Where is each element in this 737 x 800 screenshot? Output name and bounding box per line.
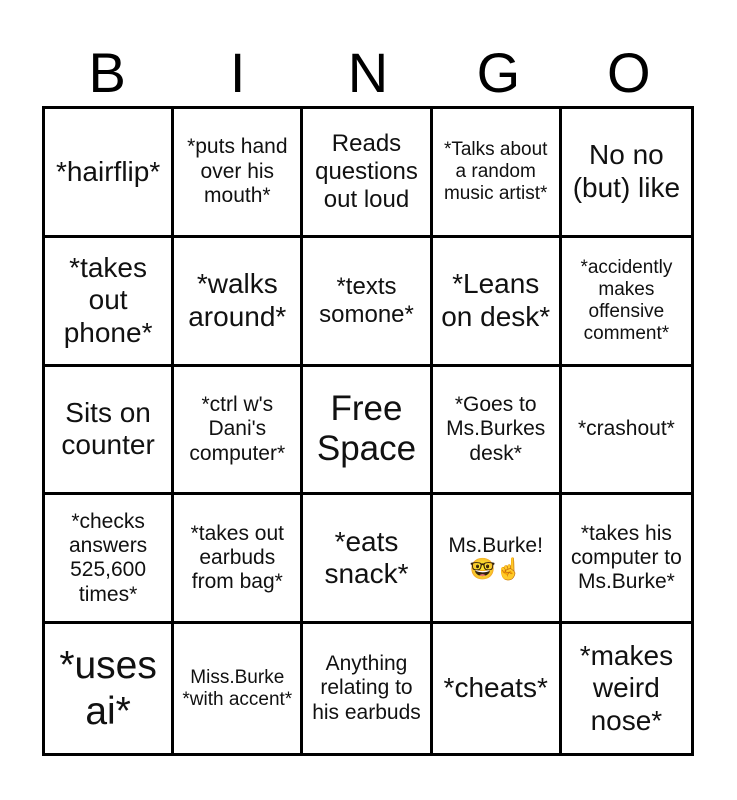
bingo-header — [42, 40, 694, 106]
header-letter-b: B — [88, 41, 126, 104]
bingo-cell-text: *checks answers 525,600 times* — [68, 509, 148, 606]
bingo-cell-text: *hairflip* — [55, 155, 161, 187]
bingo-cell[interactable] — [433, 238, 562, 367]
bingo-cell-text: Ms.Burke! 🤓☝️ — [448, 533, 543, 582]
bingo-cell-text: *Leans on desk* — [441, 268, 551, 332]
bingo-cell[interactable] — [174, 495, 303, 624]
bingo-cell[interactable] — [45, 367, 174, 496]
bingo-cell[interactable] — [433, 624, 562, 753]
bingo-cell[interactable] — [174, 624, 303, 753]
bingo-cell[interactable] — [174, 109, 303, 238]
bingo-cell[interactable] — [433, 367, 562, 496]
bingo-cell[interactable] — [562, 238, 691, 367]
bingo-cell[interactable] — [45, 109, 174, 238]
bingo-cell-text: *accidently makes offensive comment* — [580, 256, 673, 344]
bingo-cell-text: *Goes to Ms.Burkes desk* — [446, 392, 546, 465]
bingo-cell[interactable] — [303, 624, 432, 753]
bingo-cell-text: *texts somone* — [319, 272, 414, 328]
header-letter-o: O — [607, 41, 651, 104]
bingo-board — [42, 106, 694, 756]
bingo-cell-text: *uses ai* — [59, 644, 157, 733]
bingo-cell-text: *ctrl w's Dani's computer* — [189, 392, 286, 465]
bingo-cell-text: *cheats* — [443, 672, 548, 704]
bingo-cell[interactable] — [45, 495, 174, 624]
bingo-cell-text: No no (but) like — [572, 139, 681, 203]
bingo-cell[interactable] — [303, 495, 432, 624]
bingo-cell-text: Anything relating to his earbuds — [312, 652, 421, 724]
free-space-text: Free Space — [316, 388, 417, 469]
bingo-cell[interactable] — [562, 624, 691, 753]
header-letter-n: N — [347, 41, 389, 104]
bingo-cell-text: *makes weird nose* — [579, 639, 674, 736]
bingo-cell-text: *puts hand over his mouth* — [187, 135, 288, 208]
bingo-cell[interactable] — [45, 238, 174, 367]
bingo-cell[interactable] — [303, 109, 432, 238]
bingo-cell-text: *takes out phone* — [63, 251, 153, 348]
bingo-cell-text: *takes his computer to Ms.Burke* — [570, 521, 682, 594]
bingo-cell[interactable] — [45, 624, 174, 753]
bingo-cell-text: Reads questions out loud — [315, 130, 418, 213]
bingo-cell-text: *crashout* — [577, 417, 675, 441]
bingo-cell-text: *eats snack* — [324, 525, 409, 590]
bingo-cell-text: *walks around* — [188, 268, 287, 332]
header-letter-i: I — [229, 41, 246, 104]
bingo-cell-text: *takes out earbuds from bag* — [190, 521, 284, 594]
bingo-cell[interactable] — [562, 495, 691, 624]
bingo-cell[interactable] — [174, 238, 303, 367]
bingo-cell[interactable] — [562, 109, 691, 238]
free-space-cell[interactable] — [303, 367, 432, 496]
bingo-cell-text: Miss.Burke *with accent* — [182, 666, 293, 710]
header-letter-g: G — [476, 41, 521, 104]
bingo-cell-text: Sits on counter — [61, 397, 155, 461]
bingo-cell[interactable] — [433, 495, 562, 624]
bingo-cell[interactable] — [303, 238, 432, 367]
bingo-cell-text: *Talks about a random music artist* — [443, 138, 548, 204]
bingo-cell[interactable] — [433, 109, 562, 238]
bingo-cell[interactable] — [562, 367, 691, 496]
bingo-cell[interactable] — [174, 367, 303, 496]
